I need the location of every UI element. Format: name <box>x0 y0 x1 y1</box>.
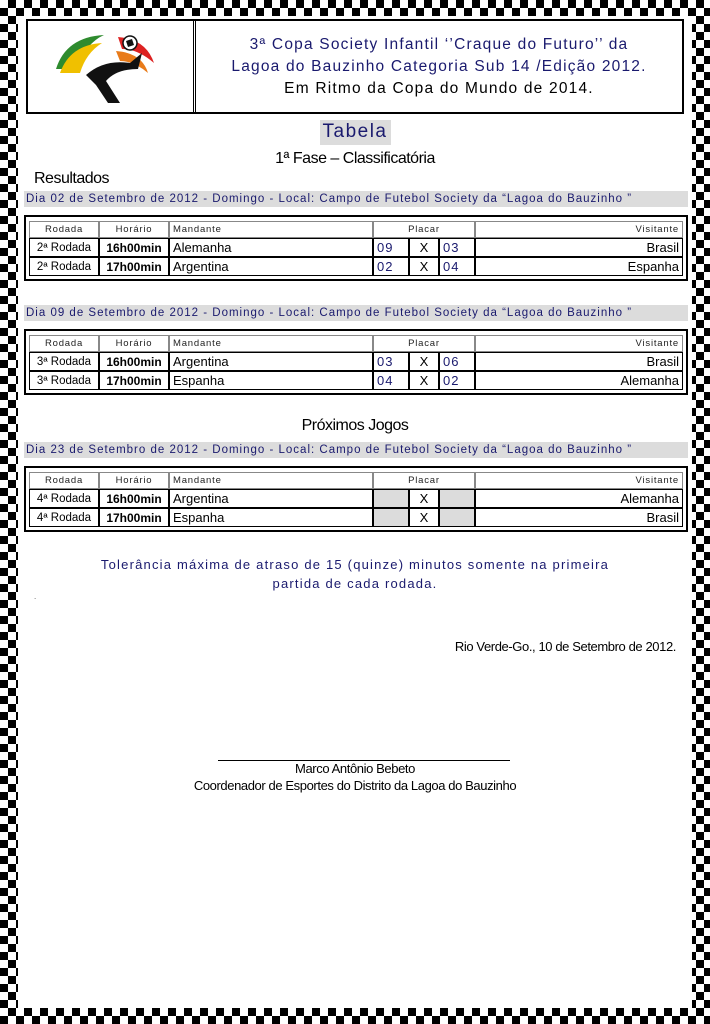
table-row <box>29 371 683 390</box>
rodada-cell: 3ª Rodada <box>29 352 99 371</box>
away-score: 06 <box>439 352 475 371</box>
away-score: 04 <box>439 257 475 276</box>
col-visitante: Visitante <box>475 335 683 352</box>
mandante-cell: Argentina <box>169 489 373 508</box>
score-separator: X <box>409 508 439 527</box>
title-line-3: Em Ritmo da Copa do Mundo de 2014. <box>284 79 594 97</box>
horario-cell: 17h00min <box>99 508 169 527</box>
mandante-cell: Argentina <box>169 352 373 371</box>
home-score: 02 <box>373 257 409 276</box>
col-rodada: Rodada <box>29 335 99 352</box>
horario-cell: 16h00min <box>99 489 169 508</box>
horario-cell: 16h00min <box>99 238 169 257</box>
place-and-date: Rio Verde-Go., 10 de Setembro de 2012. <box>454 639 676 654</box>
day-band-3: Dia 23 de Setembro de 2012 - Domingo - Local: Campo de Futebol Society da “Lagoa do Bauzinho ” <box>24 442 688 458</box>
match-table-3 <box>24 466 688 532</box>
visitante-cell: Brasil <box>475 238 683 257</box>
rodada-cell: 3ª Rodada <box>29 371 99 390</box>
match-table-1 <box>24 215 688 281</box>
signatory-name: Marco Antônio Bebeto <box>295 761 415 776</box>
away-score <box>439 508 475 527</box>
col-horario: Horário <box>99 472 169 489</box>
table-row <box>29 257 683 276</box>
away-score <box>439 489 475 508</box>
table-row <box>29 238 683 257</box>
home-score: 03 <box>373 352 409 371</box>
horario-cell: 16h00min <box>99 352 169 371</box>
col-mandante: Mandante <box>169 335 373 352</box>
tabela-label: Tabela <box>320 120 391 145</box>
mandante-cell: Alemanha <box>169 238 373 257</box>
visitante-cell: Espanha <box>475 257 683 276</box>
horario-cell: 17h00min <box>99 371 169 390</box>
document-page <box>18 16 692 1008</box>
home-score: 09 <box>373 238 409 257</box>
score-separator: X <box>409 238 439 257</box>
col-mandante: Mandante <box>169 221 373 238</box>
table-row <box>29 508 683 527</box>
visitante-cell: Alemanha <box>475 489 683 508</box>
table-row <box>29 489 683 508</box>
away-score: 02 <box>439 371 475 390</box>
score-separator: X <box>409 257 439 276</box>
col-placar: Placar <box>373 335 475 352</box>
col-placar: Placar <box>373 472 475 489</box>
horario-cell: 17h00min <box>99 257 169 276</box>
rodada-cell: 4ª Rodada <box>29 508 99 527</box>
col-rodada: Rodada <box>29 472 99 489</box>
fase-heading: 1ª Fase – Classificatória <box>275 150 435 167</box>
score-separator: X <box>409 371 439 390</box>
home-score: 04 <box>373 371 409 390</box>
home-score <box>373 508 409 527</box>
rodada-cell: 2ª Rodada <box>29 257 99 276</box>
col-horario: Horário <box>99 221 169 238</box>
logo-cell <box>28 21 196 112</box>
score-separator: X <box>409 489 439 508</box>
tournament-logo <box>46 29 176 107</box>
signatory-role: Coordenador de Esportes do Distrito da Lagoa do Bauzinho <box>193 778 517 793</box>
rodada-cell: 2ª Rodada <box>29 238 99 257</box>
table-header-row <box>29 472 683 489</box>
col-rodada: Rodada <box>29 221 99 238</box>
table-header-row <box>29 221 683 238</box>
col-visitante: Visitante <box>475 472 683 489</box>
mandante-cell: Espanha <box>169 371 373 390</box>
day-band-2: Dia 09 de Setembro de 2012 - Domingo - Local: Campo de Futebol Society da “Lagoa do Bauzinho ” <box>24 305 688 321</box>
header-title <box>196 21 682 112</box>
visitante-cell: Brasil <box>475 352 683 371</box>
mandante-cell: Argentina <box>169 257 373 276</box>
rodada-cell: 4ª Rodada <box>29 489 99 508</box>
col-placar: Placar <box>373 221 475 238</box>
title-line-2: Lagoa do Bauzinho Categoria Sub 14 /Edição 2012. <box>231 57 647 75</box>
col-visitante: Visitante <box>475 221 683 238</box>
tolerancia-line-1: Tolerância máxima de atraso de 15 (quinze) minutos somente na primeira <box>100 557 610 572</box>
day-band-1: Dia 02 de Setembro de 2012 - Domingo - Local: Campo de Futebol Society da “Lagoa do Bauzinho ” <box>24 191 688 207</box>
away-score: 03 <box>439 238 475 257</box>
home-score <box>373 489 409 508</box>
col-horario: Horário <box>99 335 169 352</box>
resultados-heading: Resultados <box>34 170 110 187</box>
proximos-heading: Próximos Jogos <box>301 417 409 434</box>
table-header-row <box>29 335 683 352</box>
col-mandante: Mandante <box>169 472 373 489</box>
title-line-1: 3ª Copa Society Infantil ‘’Craque do Futuro’’ da <box>249 35 629 53</box>
header-box <box>26 19 684 114</box>
visitante-cell: Brasil <box>475 508 683 527</box>
score-separator: X <box>409 352 439 371</box>
match-table-2 <box>24 329 688 395</box>
table-row <box>29 352 683 371</box>
visitante-cell: Alemanha <box>475 371 683 390</box>
tabela-heading <box>18 120 692 145</box>
tolerancia-line-2: partida de cada rodada. <box>272 576 438 591</box>
stray-dot: . <box>34 592 37 601</box>
mandante-cell: Espanha <box>169 508 373 527</box>
tolerancia-note <box>68 555 642 593</box>
